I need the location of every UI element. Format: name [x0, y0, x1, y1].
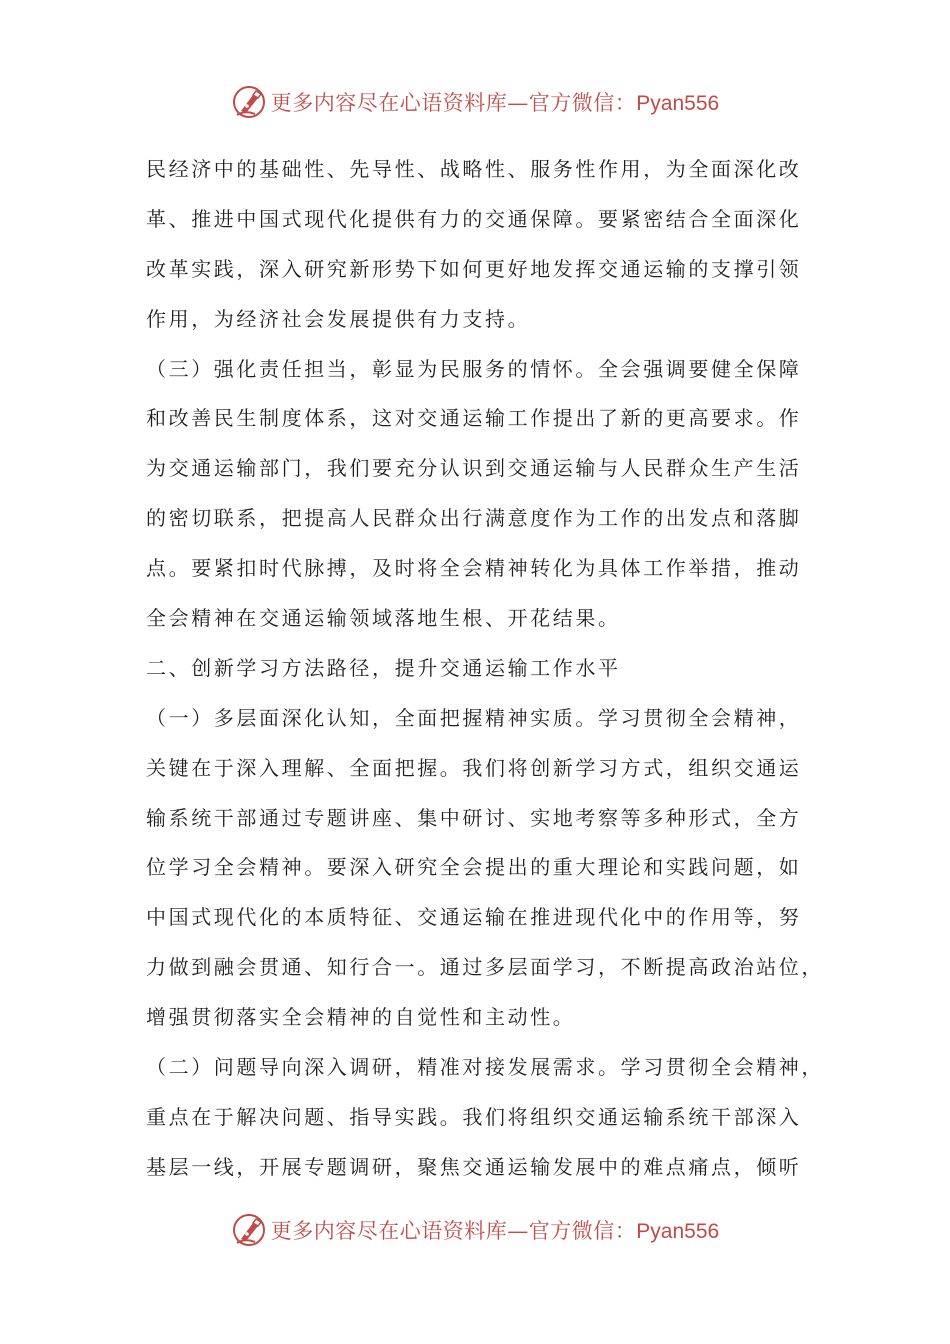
text-line: 二、创新学习方法路径，提升交通运输工作水平 — [146, 655, 621, 680]
document-body — [146, 145, 826, 1193]
text-line: 民经济中的基础性、先导性、战略性、服务性作用，为全面深化改 — [146, 157, 802, 181]
header-banner-label: 更多内容尽在心语资料库—官方微信： — [270, 91, 637, 115]
text-line: 增强贯彻落实全会精神的自觉性和主动性。 — [146, 1005, 576, 1030]
text-line: （二）问题导向深入调研，精准对接发展需求。学习贯彻全会精神， — [146, 1055, 824, 1080]
footer-banner-label: 更多内容尽在心语资料库—官方微信： — [270, 1219, 637, 1243]
text-line: 点。要紧扣时代脉搏，及时将全会精神转化为具体工作举措，推动 — [146, 556, 802, 581]
header-watermark-banner — [0, 80, 950, 124]
text-line: 全会精神在交通运输领域落地生根、开花结果。 — [146, 606, 621, 631]
footer-banner-handle: Pyan556 — [636, 1220, 720, 1243]
footer-banner-text — [271, 1215, 719, 1245]
text-line: 中国式现代化的本质特征、交通运输在推进现代化中的作用等，努 — [146, 905, 802, 930]
pen-nib-logo-icon — [231, 84, 267, 120]
text-line: 作用，为经济社会发展提供有力支持。 — [146, 306, 531, 331]
header-banner-handle: Pyan556 — [636, 92, 720, 115]
text-line: 输系统干部通过专题讲座、集中研讨、实地考察等多种形式，全方 — [146, 805, 802, 830]
text-line: 革、推进中国式现代化提供有力的交通保障。要紧密结合全面深化 — [146, 206, 802, 231]
text-line: 为交通运输部门，我们要充分认识到交通运输与人民群众生产生活 — [146, 456, 802, 481]
text-line: 和改善民生制度体系，这对交通运输工作提出了新的更高要求。作 — [146, 406, 802, 431]
text-line: 改革实践，深入研究新形势下如何更好地发挥交通运输的支撑引领 — [146, 256, 802, 281]
text-line: （三）强化责任担当，彰显为民服务的情怀。全会强调要健全保障 — [146, 356, 802, 381]
text-line: 基层一线，开展专题调研，聚焦交通运输发展中的难点痛点，倾听 — [146, 1154, 802, 1179]
text-line: 关键在于深入理解、全面把握。我们将创新学习方式，组织交通运 — [146, 755, 802, 780]
text-line: （一）多层面深化认知，全面把握精神实质。学习贯彻全会精神， — [146, 705, 802, 730]
text-line: 位学习全会精神。要深入研究全会提出的重大理论和实践问题，如 — [146, 855, 802, 880]
pen-nib-logo-icon — [231, 1212, 267, 1248]
footer-watermark-banner — [0, 1208, 950, 1252]
text-line: 的密切联系，把提高人民群众出行满意度作为工作的出发点和落脚 — [146, 506, 802, 531]
header-banner-text — [271, 87, 719, 117]
text-line: 力做到融会贯通、知行合一。通过多层面学习，不断提高政治站位， — [146, 955, 824, 980]
text-line: 重点在于解决问题、指导实践。我们将组织交通运输系统干部深入 — [146, 1104, 802, 1129]
